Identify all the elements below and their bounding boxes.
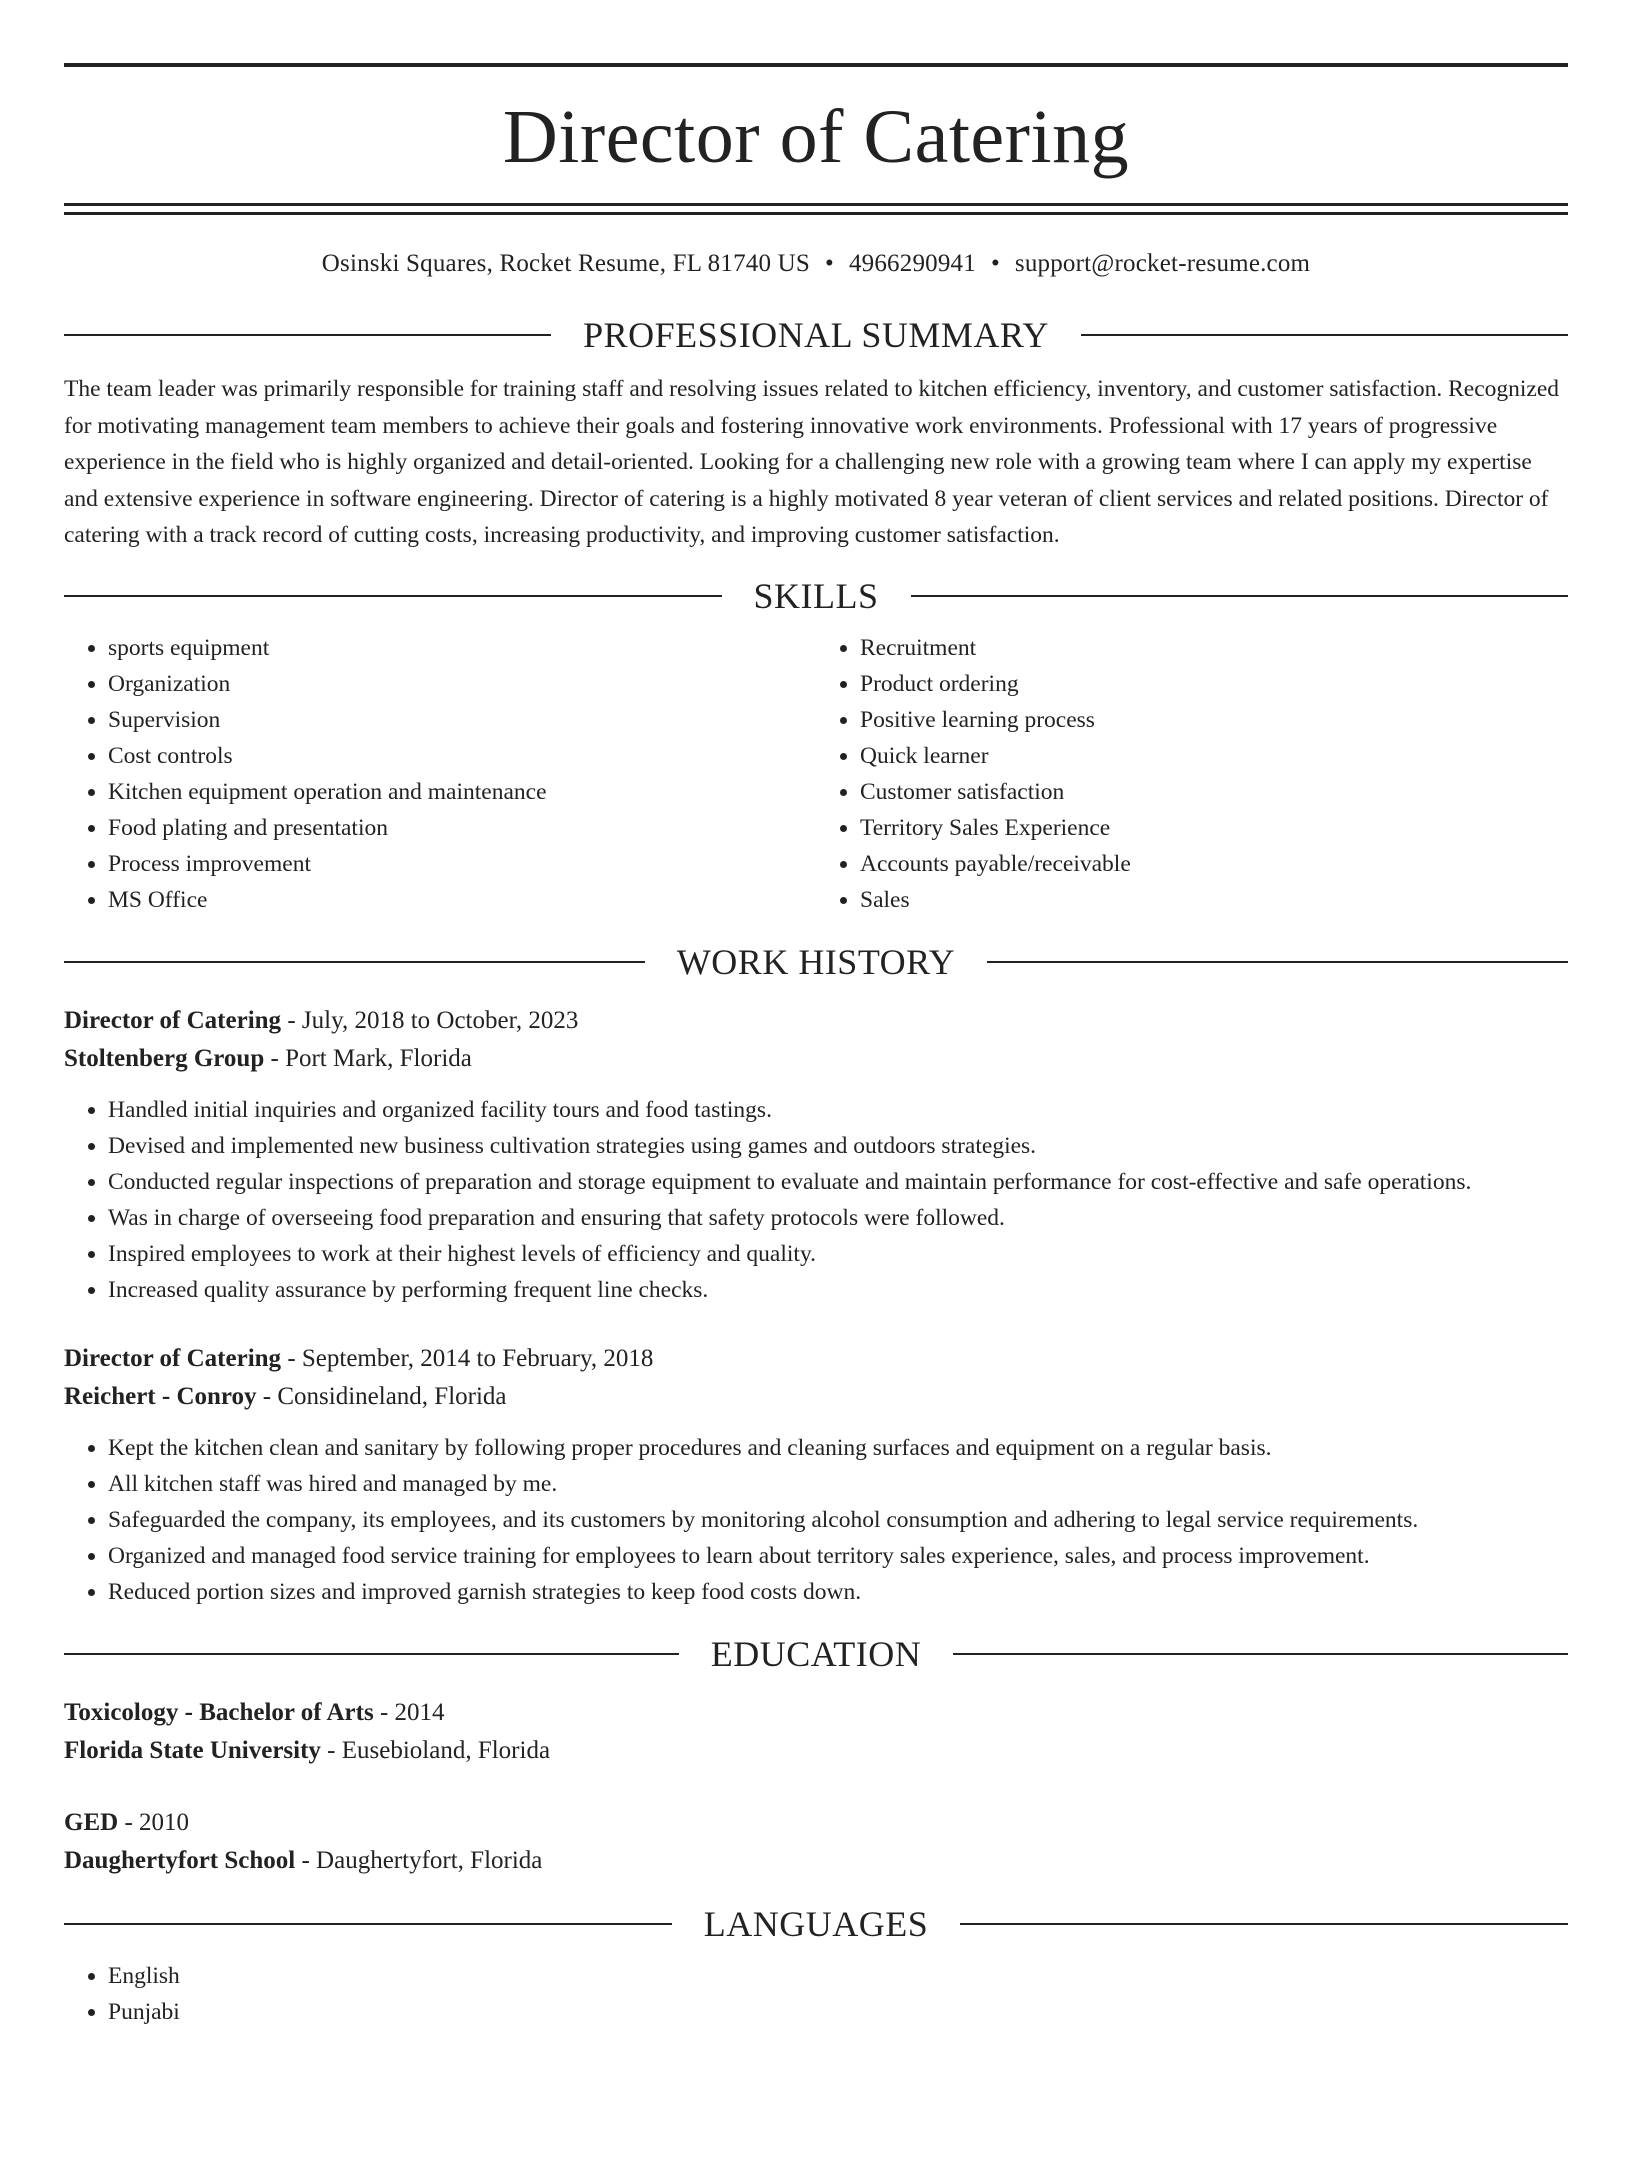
education-degree-line	[64, 1694, 1568, 1732]
job-title-line	[64, 1340, 1568, 1378]
contact-email: support@rocket-resume.com	[1014, 250, 1311, 277]
skills-list-right	[816, 630, 1568, 918]
skill-item: • Kitchen equipment operation and maintenance	[108, 774, 816, 810]
job-bullets	[64, 1430, 1568, 1610]
job-dates: - July, 2018 to October, 2023	[281, 1006, 579, 1034]
education-school-line	[64, 1842, 1568, 1880]
job-entry	[64, 1002, 1568, 1308]
resume-page	[0, 63, 1632, 2175]
job-title-line	[64, 1002, 1568, 1040]
heading-rule-left	[64, 961, 645, 963]
education-degree: GED	[64, 1808, 119, 1836]
skill-item: • Sales	[860, 882, 1568, 918]
skill-item: • Organization	[108, 666, 816, 702]
job-role: Director of Catering	[64, 1344, 282, 1372]
summary-text: The team leader was primarily responsible for training staff and resolving issues related to kitchen efficiency, inventory, and customer satisfaction. Recognized for motivating management team members to achieve their goals and fostering innovative work environments. Professional with 17 years of progressive experience in the field who is highly organized and detail-oriented. Looking for a challenging new role with a growing team where I can apply my expertise and extensive experience in software engineering. Director of catering is a highly motivated 8 year veteran of client services and related positions. Director of catering with a track record of cutting costs, increasing productivity, and improving customer satisfaction.	[64, 376, 1560, 548]
skill-item: • Process improvement	[108, 846, 816, 882]
work-section-heading	[64, 940, 1568, 984]
heading-rule-right	[987, 961, 1568, 963]
education-location: - Daughertyfort, Florida	[295, 1846, 543, 1874]
job-bullet: • Was in charge of overseeing food preparation and ensuring that safety protocols were followed.	[108, 1200, 1568, 1236]
languages-section-heading	[64, 1902, 1568, 1946]
job-bullet: • Reduced portion sizes and improved garnish strategies to keep food costs down.	[108, 1574, 1568, 1610]
job-company: Reichert - Conroy	[64, 1382, 257, 1410]
work-heading: WORK HISTORY	[676, 941, 956, 982]
skill-item: • Accounts payable/receivable	[860, 846, 1568, 882]
job-dates: - September, 2014 to February, 2018	[281, 1344, 654, 1372]
skills-list-left	[64, 630, 816, 918]
resume-title: Director of Catering	[502, 95, 1130, 179]
education-entry	[64, 1694, 1568, 1770]
job-location: - Considineland, Florida	[256, 1382, 507, 1410]
top-rule	[64, 63, 1568, 67]
education-section-heading	[64, 1632, 1568, 1676]
skill-item: • MS Office	[108, 882, 816, 918]
education-year: - 2014	[373, 1698, 445, 1726]
heading-rule-right	[960, 1923, 1568, 1925]
education-location: - Eusebioland, Florida	[320, 1736, 551, 1764]
education-degree: Toxicology - Bachelor of Arts	[64, 1698, 374, 1726]
heading-rule-left	[64, 1653, 679, 1655]
job-role: Director of Catering	[64, 1006, 282, 1034]
languages-heading: LANGUAGES	[703, 1903, 929, 1944]
job-bullet: • Kept the kitchen clean and sanitary by following proper procedures and cleaning surfaces and equipment on a regular basis.	[108, 1430, 1568, 1466]
skills-heading: SKILLS	[753, 575, 879, 616]
languages-block	[64, 1958, 1568, 2030]
skill-item: • Recruitment	[860, 630, 1568, 666]
education-school: Daughertyfort School	[64, 1846, 296, 1874]
contact-line	[64, 248, 1568, 280]
heading-rule-right	[953, 1653, 1568, 1655]
summary-heading: PROFESSIONAL SUMMARY	[583, 315, 1049, 355]
job-bullets	[64, 1092, 1568, 1308]
job-entry	[64, 1340, 1568, 1610]
title-double-rule	[64, 203, 1568, 215]
job-bullet: • Organized and managed food service training for employees to learn about territory sales experience, sales, and process improvement.	[108, 1538, 1568, 1574]
skill-item: • Territory Sales Experience	[860, 810, 1568, 846]
job-bullet: • Handled initial inquiries and organized facility tours and food tastings.	[108, 1092, 1568, 1128]
summary-section-heading	[64, 313, 1568, 357]
job-bullet: • Devised and implemented new business cultivation strategies using games and outdoors strategies.	[108, 1128, 1568, 1164]
job-bullet: • Inspired employees to work at their highest levels of efficiency and quality.	[108, 1236, 1568, 1272]
heading-rule-left	[64, 334, 551, 336]
skills-section-heading	[64, 574, 1568, 618]
education-heading: EDUCATION	[710, 1633, 922, 1674]
skills-columns	[64, 630, 1568, 918]
heading-rule-left	[64, 1923, 672, 1925]
education-school: Florida State University	[64, 1736, 321, 1764]
language-item: • Punjabi	[108, 1994, 1568, 2030]
skill-item: • Product ordering	[860, 666, 1568, 702]
job-bullet: • Increased quality assurance by performing frequent line checks.	[108, 1272, 1568, 1308]
skill-item: • Supervision	[108, 702, 816, 738]
skill-item: • sports equipment	[108, 630, 816, 666]
job-bullet: • All kitchen staff was hired and managed by me.	[108, 1466, 1568, 1502]
contact-phone: 4966290941	[848, 250, 976, 277]
contact-separator: •	[825, 250, 834, 277]
job-location: - Port Mark, Florida	[264, 1044, 472, 1072]
heading-rule-right	[1081, 334, 1568, 336]
contact-separator: •	[990, 250, 1000, 277]
skill-item: • Quick learner	[860, 738, 1568, 774]
education-entry	[64, 1804, 1568, 1880]
heading-rule-right	[911, 595, 1569, 597]
job-company-line	[64, 1040, 1568, 1078]
language-item: • English	[108, 1958, 1568, 1994]
job-bullet: • Conducted regular inspections of preparation and storage equipment to evaluate and maintain performance for cost-effective and safe operations.	[108, 1164, 1568, 1200]
contact-address: Osinski Squares, Rocket Resume, FL 81740 US	[321, 250, 810, 277]
education-degree-line	[64, 1804, 1568, 1842]
skill-item: • Food plating and presentation	[108, 810, 816, 846]
education-year: - 2010	[118, 1808, 190, 1836]
heading-rule-left	[64, 595, 722, 597]
skill-item: • Positive learning process	[860, 702, 1568, 738]
education-school-line	[64, 1732, 1568, 1770]
skill-item: • Cost controls	[108, 738, 816, 774]
job-company: Stoltenberg Group	[64, 1044, 265, 1072]
languages-list	[64, 1958, 1568, 2030]
skill-item: • Customer satisfaction	[860, 774, 1568, 810]
job-company-line	[64, 1378, 1568, 1416]
job-bullet: • Safeguarded the company, its employees, and its customers by monitoring alcohol consumption and adhering to legal service requirements.	[108, 1502, 1568, 1538]
